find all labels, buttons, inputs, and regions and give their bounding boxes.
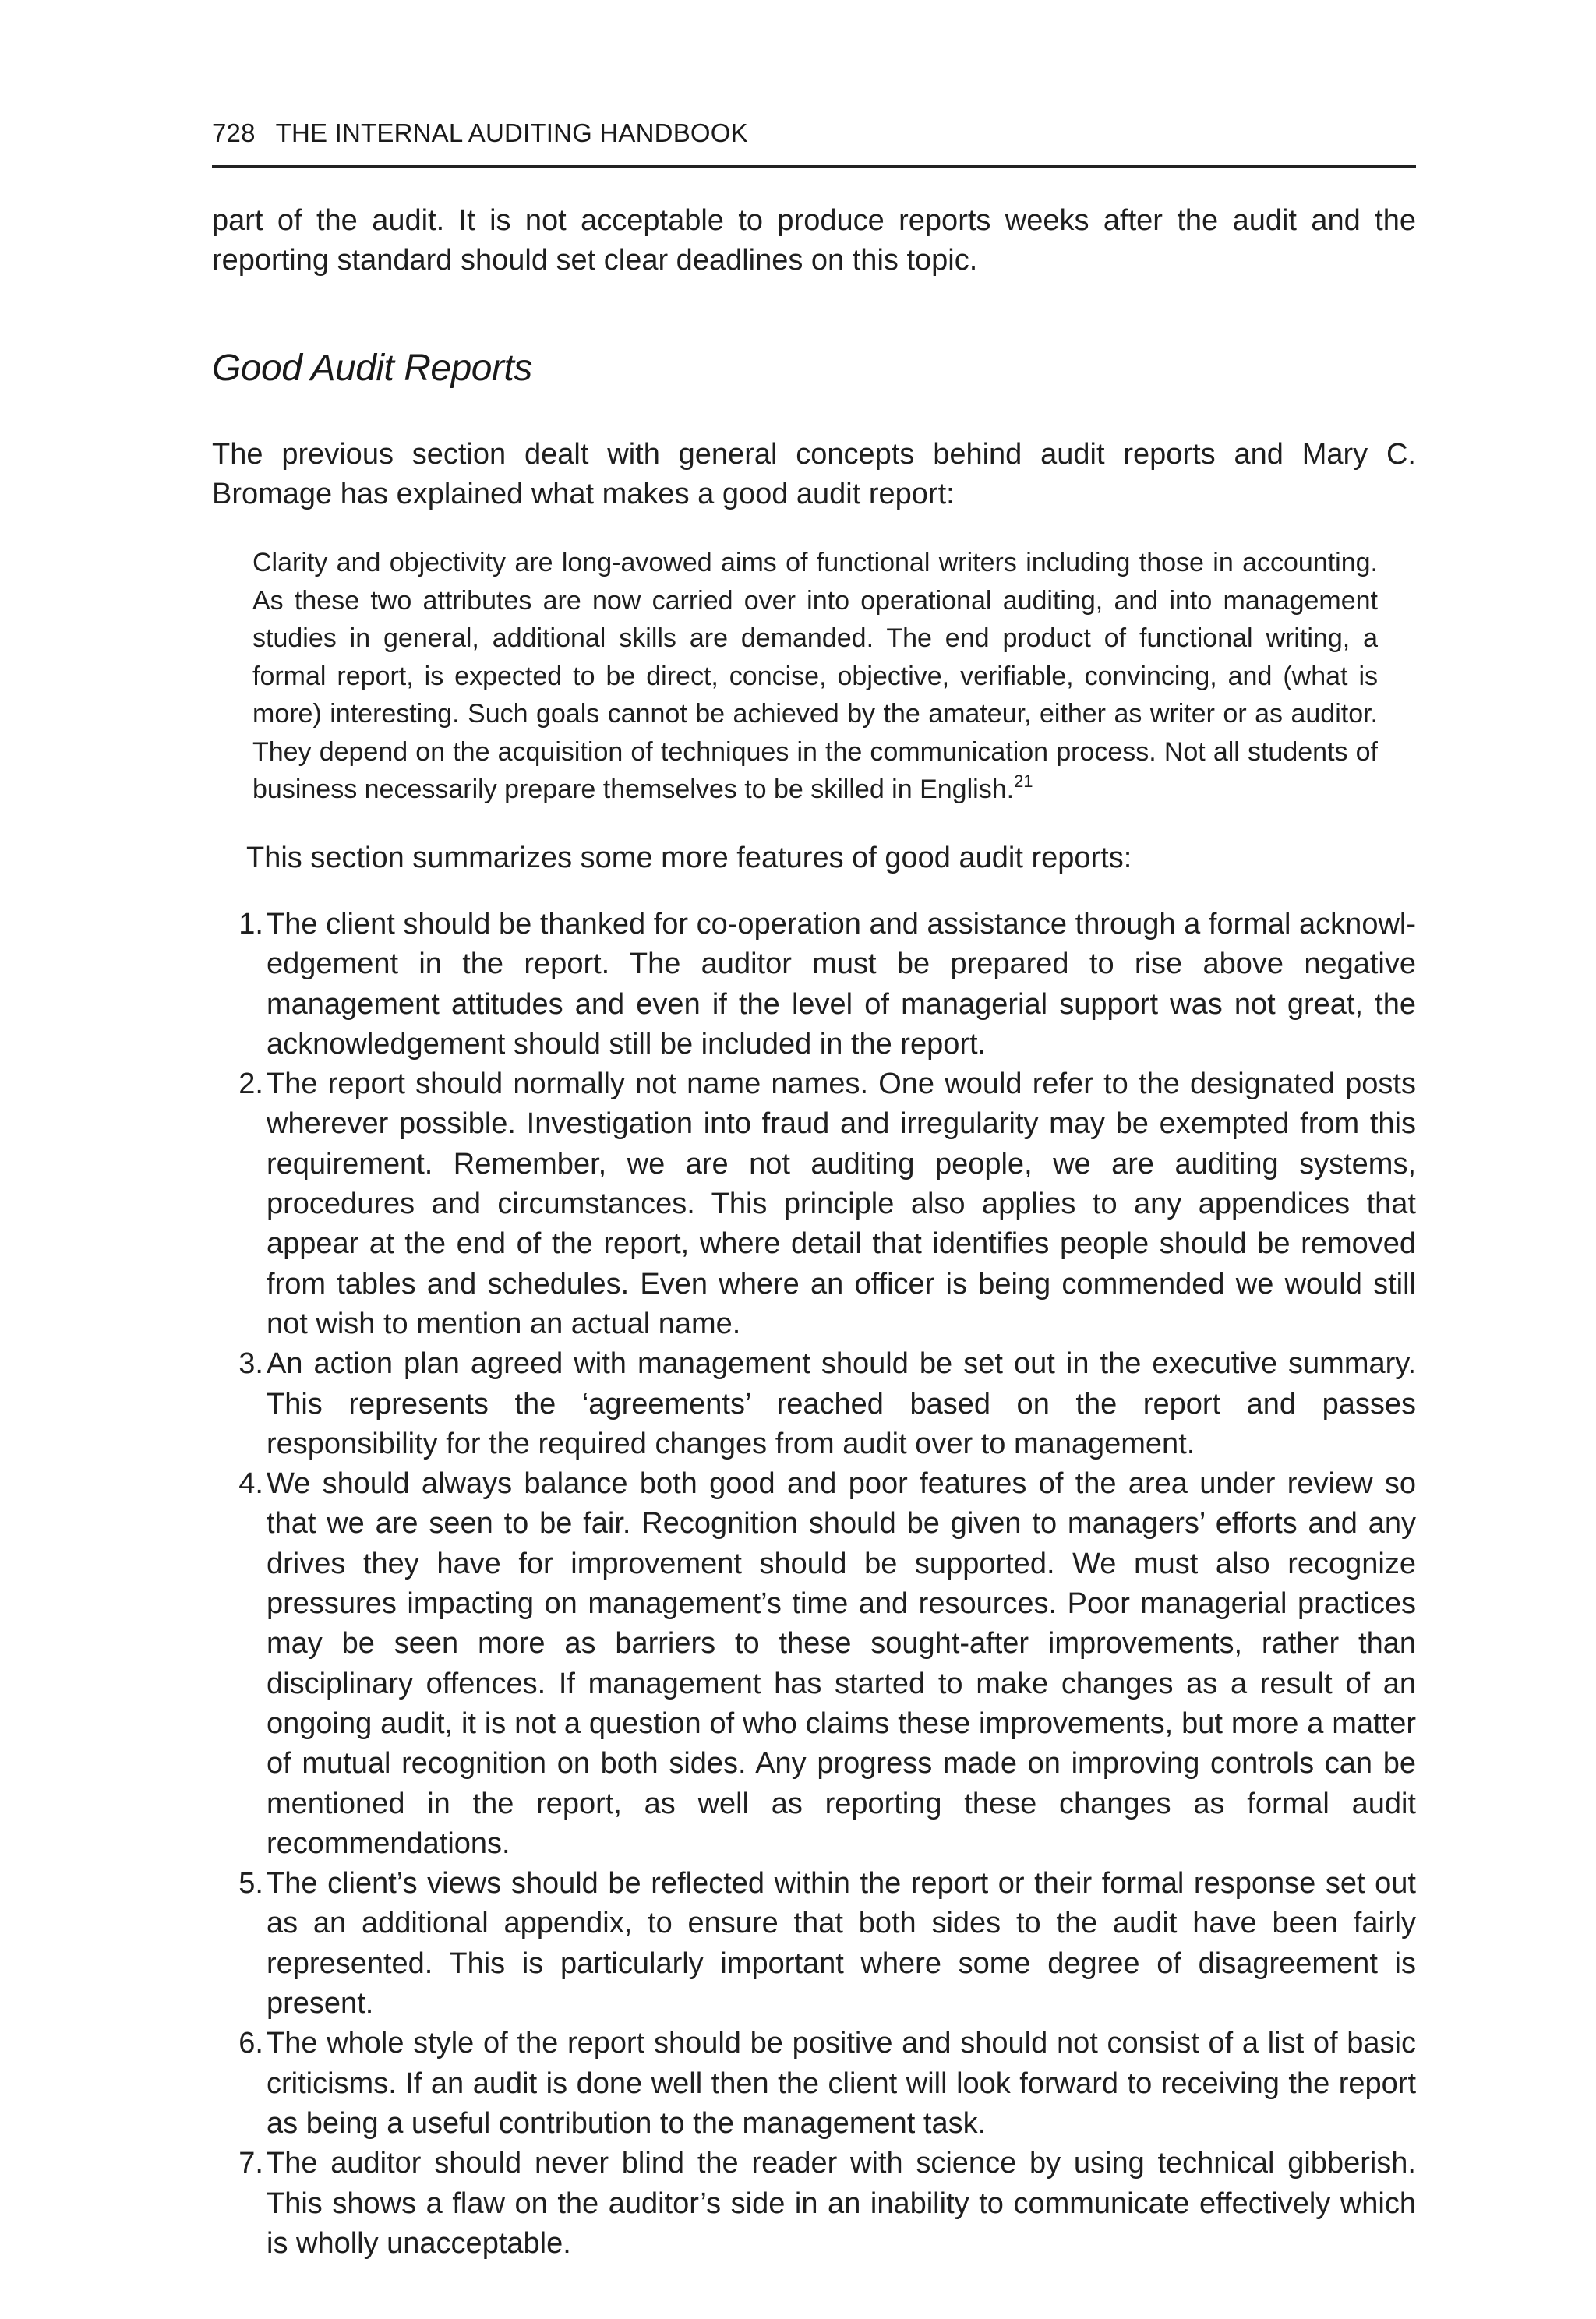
- list-item: [212, 1464, 1416, 1864]
- running-head: [212, 118, 1416, 168]
- list-item-text: The client’s views should be reflected within the report or their formal response set out as an additional appendix, to ensure that both sides to the audit have been fairly represented. This is particularly important where some degree of disagreement is present.: [267, 1867, 1416, 2021]
- list-item-number: 2.: [238, 1068, 263, 1101]
- lead-paragraph: The previous section dealt with general concepts behind audit reports and Mary C. Bromage has explained what makes a good audit report:: [212, 438, 1416, 510]
- list-item-number: 6.: [238, 2027, 263, 2060]
- list-item: [212, 2144, 1416, 2264]
- intro-paragraph: part of the audit. It is not acceptable to produce reports weeks after the audit and the reporting standard should set clear deadlines on this topic.: [212, 204, 1416, 277]
- list-item: [212, 2024, 1416, 2144]
- list-item-text: We should always balance both good and poor features of the area under review so that we are seen to be fair. Recognition should be given to managers’ efforts and any drives they have for improvement should be supported. We must also recognize pressures impacting on management’s time and resources. Poor managerial practices may be seen more as barriers to these sought-after improvements, rather than disciplinary offences. If management has started to make changes as a result of an ongoing audit, it is not a question of who claims these improvements, but more a matter of mutual recognition on both sides. Any progress made on improving controls can be mentioned in the report, as well as reporting these changes as formal audit recommendations.: [267, 1467, 1416, 1860]
- list-item-text: The whole style of the report should be positive and should not consist of a list of basic criticisms. If an audit is done well then the client will look forward to receiving the report as being a useful contribution to the management task.: [267, 2027, 1416, 2140]
- page-number: 728: [212, 118, 256, 147]
- list-item: [212, 1344, 1416, 1464]
- book-title: THE INTERNAL AUDITING HANDBOOK: [275, 118, 748, 147]
- list-item-number: 4.: [238, 1467, 263, 1501]
- section-heading: Good Audit Reports: [212, 348, 532, 389]
- list-item: [212, 905, 1416, 1064]
- list-item-text: The report should normally not name names. One would refer to the designated posts wherever possible. Investigation into fraud and irregularity may be exempted from this requirement. Remember, we are not auditing people, we are auditing systems, procedures and circumstances. This principle also applies to any appendices that appear at the end of the report, where detail that identifies people should be removed from tables and schedules. Even where an officer is being commended we would still not wish to mention an actual name.: [267, 1068, 1416, 1340]
- list-item-text: The client should be thanked for co-operation and assistance through a formal acknowl-edgement in the report. The auditor must be prepared to rise above negative management attitudes and even if the level of managerial support was not great, the acknowledgement should still be included in the report.: [267, 908, 1416, 1061]
- list-item: [212, 1864, 1416, 2024]
- list-item-number: 5.: [238, 1867, 263, 1901]
- quote-text: Clarity and objectivity are long-avowed aims of functional writers including those in accounting. As these two attributes are now carried over into operational auditing, and into management studies in general, additional skills are demanded. The end product of functional writing, a formal report, is expected to be direct, concise, objective, verifiable, convincing, and (what is more) interesting. Such goals cannot be achieved by the amateur, either as writer or as auditor. They depend on the acquisition of techniques in the communication process. Not all students of business necessarily prepare themselves to be skilled in English.: [252, 548, 1378, 804]
- block-quote: [252, 544, 1378, 809]
- summary-paragraph: This section summarizes some more features of good audit reports:: [246, 842, 1132, 874]
- list-item-text: The auditor should never blind the reader with science by using technical gibberish. This shows a flaw on the auditor’s side in an inability to communicate effectively which is wholly unacceptable.: [267, 2147, 1416, 2260]
- list-item-number: 1.: [238, 908, 263, 941]
- list-item-number: 7.: [238, 2147, 263, 2180]
- features-list: [212, 905, 1416, 2264]
- list-item-number: 3.: [238, 1347, 263, 1381]
- list-item-text: An action plan agreed with management should be set out in the executive summary. This represents the ‘agreements’ reached based on the report and passes responsibility for the required changes from audit over to management.: [267, 1347, 1416, 1460]
- footnote-reference: 21: [1014, 771, 1033, 791]
- list-item: [212, 1064, 1416, 1344]
